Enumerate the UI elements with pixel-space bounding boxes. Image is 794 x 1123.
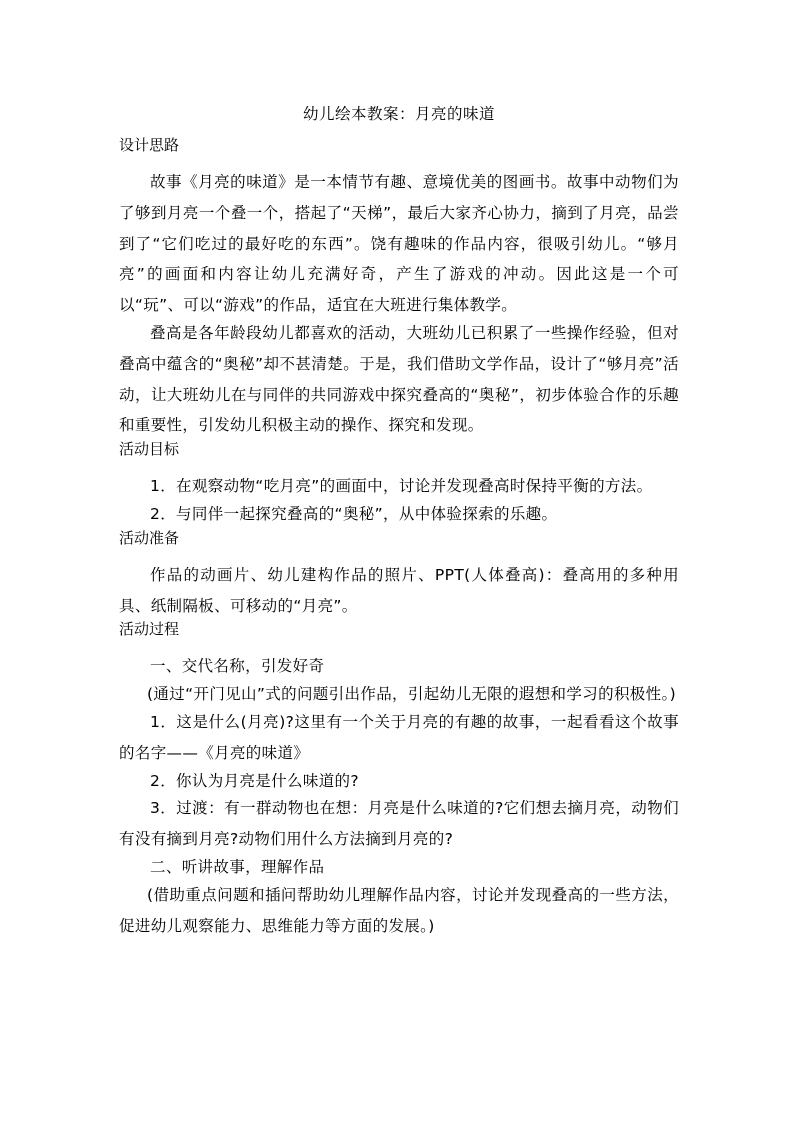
- design-paragraph-2: 叠高是各年龄段幼儿都喜欢的活动，大班幼儿已积累了一些操作经验，但对叠高中蕴含的“奥秘”却不甚清楚。于是，我们借助文学作品，设计了“够月亮”活动，让大班幼儿在与同伴的共同游戏中探究叠高的“奥秘”，初步体验合作的乐趣和重要性，引发幼儿积极主动的操作、探究和发现。: [119, 323, 679, 435]
- section-heading-design: 设计思路: [119, 136, 180, 154]
- design-paragraph-1: 故事《月亮的味道》是一本情节有趣、意境优美的图画书。故事中动物们为了够到月亮一个叠一个，搭起了“天梯”，最后大家齐心协力，摘到了月亮，品尝到了“它们吃过的最好吃的东西”。饶有趣味的作品内容，很吸引幼儿。“够月亮”的画面和内容让幼儿充满好奇，产生了游戏的冲动。因此这是一个可以“玩”、可以“游戏”的作品，适宜在大班进行集体教学。: [119, 173, 679, 315]
- section-heading-process: 活动过程: [119, 620, 180, 639]
- process-step-1-title: 一、交代名称，引发好奇: [150, 657, 325, 676]
- goal-item-2: 2．与同伴一起探究叠高的“奥秘”，从中体验探索的乐趣。: [150, 504, 558, 523]
- process-step-2-title: 二、听讲故事，理解作品: [150, 857, 325, 876]
- document-body: [119, 104, 679, 938]
- section-heading-preparation: 活动准备: [119, 528, 180, 547]
- preparation-paragraph: 作品的动画片、幼儿建构作品的照片、PPT(人体叠高)：叠高用的多种用具、纸制隔板、可移动的“月亮”。: [119, 565, 679, 615]
- document-title: 幼儿绘本教案：月亮的味道: [302, 105, 495, 123]
- process-question-1: 1．这是什么(月亮)?这里有一个关于月亮的有趣的故事，一起看看这个故事的名字——《月亮的味道》: [119, 712, 679, 762]
- process-step-2-note: (借助重点问题和插问帮助幼儿理解作品内容，讨论并发现叠高的一些方法，促进幼儿观察能力、思维能力等方面的发展。): [119, 885, 679, 935]
- goal-item-1: 1．在观察动物“吃月亮”的画面中，讨论并发现叠高时保持平衡的方法。: [150, 477, 653, 496]
- section-heading-goals: 活动目标: [119, 440, 180, 459]
- process-transition: 3．过渡：有一群动物也在想：月亮是什么味道的?它们想去摘月亮，动物们有没有摘到月亮?动物们用什么方法摘到月亮的?: [119, 799, 679, 849]
- process-question-2: 2．你认为月亮是什么味道的?: [150, 771, 359, 790]
- process-step-1-note: (通过“开门见山”式的问题引出作品，引起幼儿无限的遐想和学习的积极性。): [147, 685, 677, 704]
